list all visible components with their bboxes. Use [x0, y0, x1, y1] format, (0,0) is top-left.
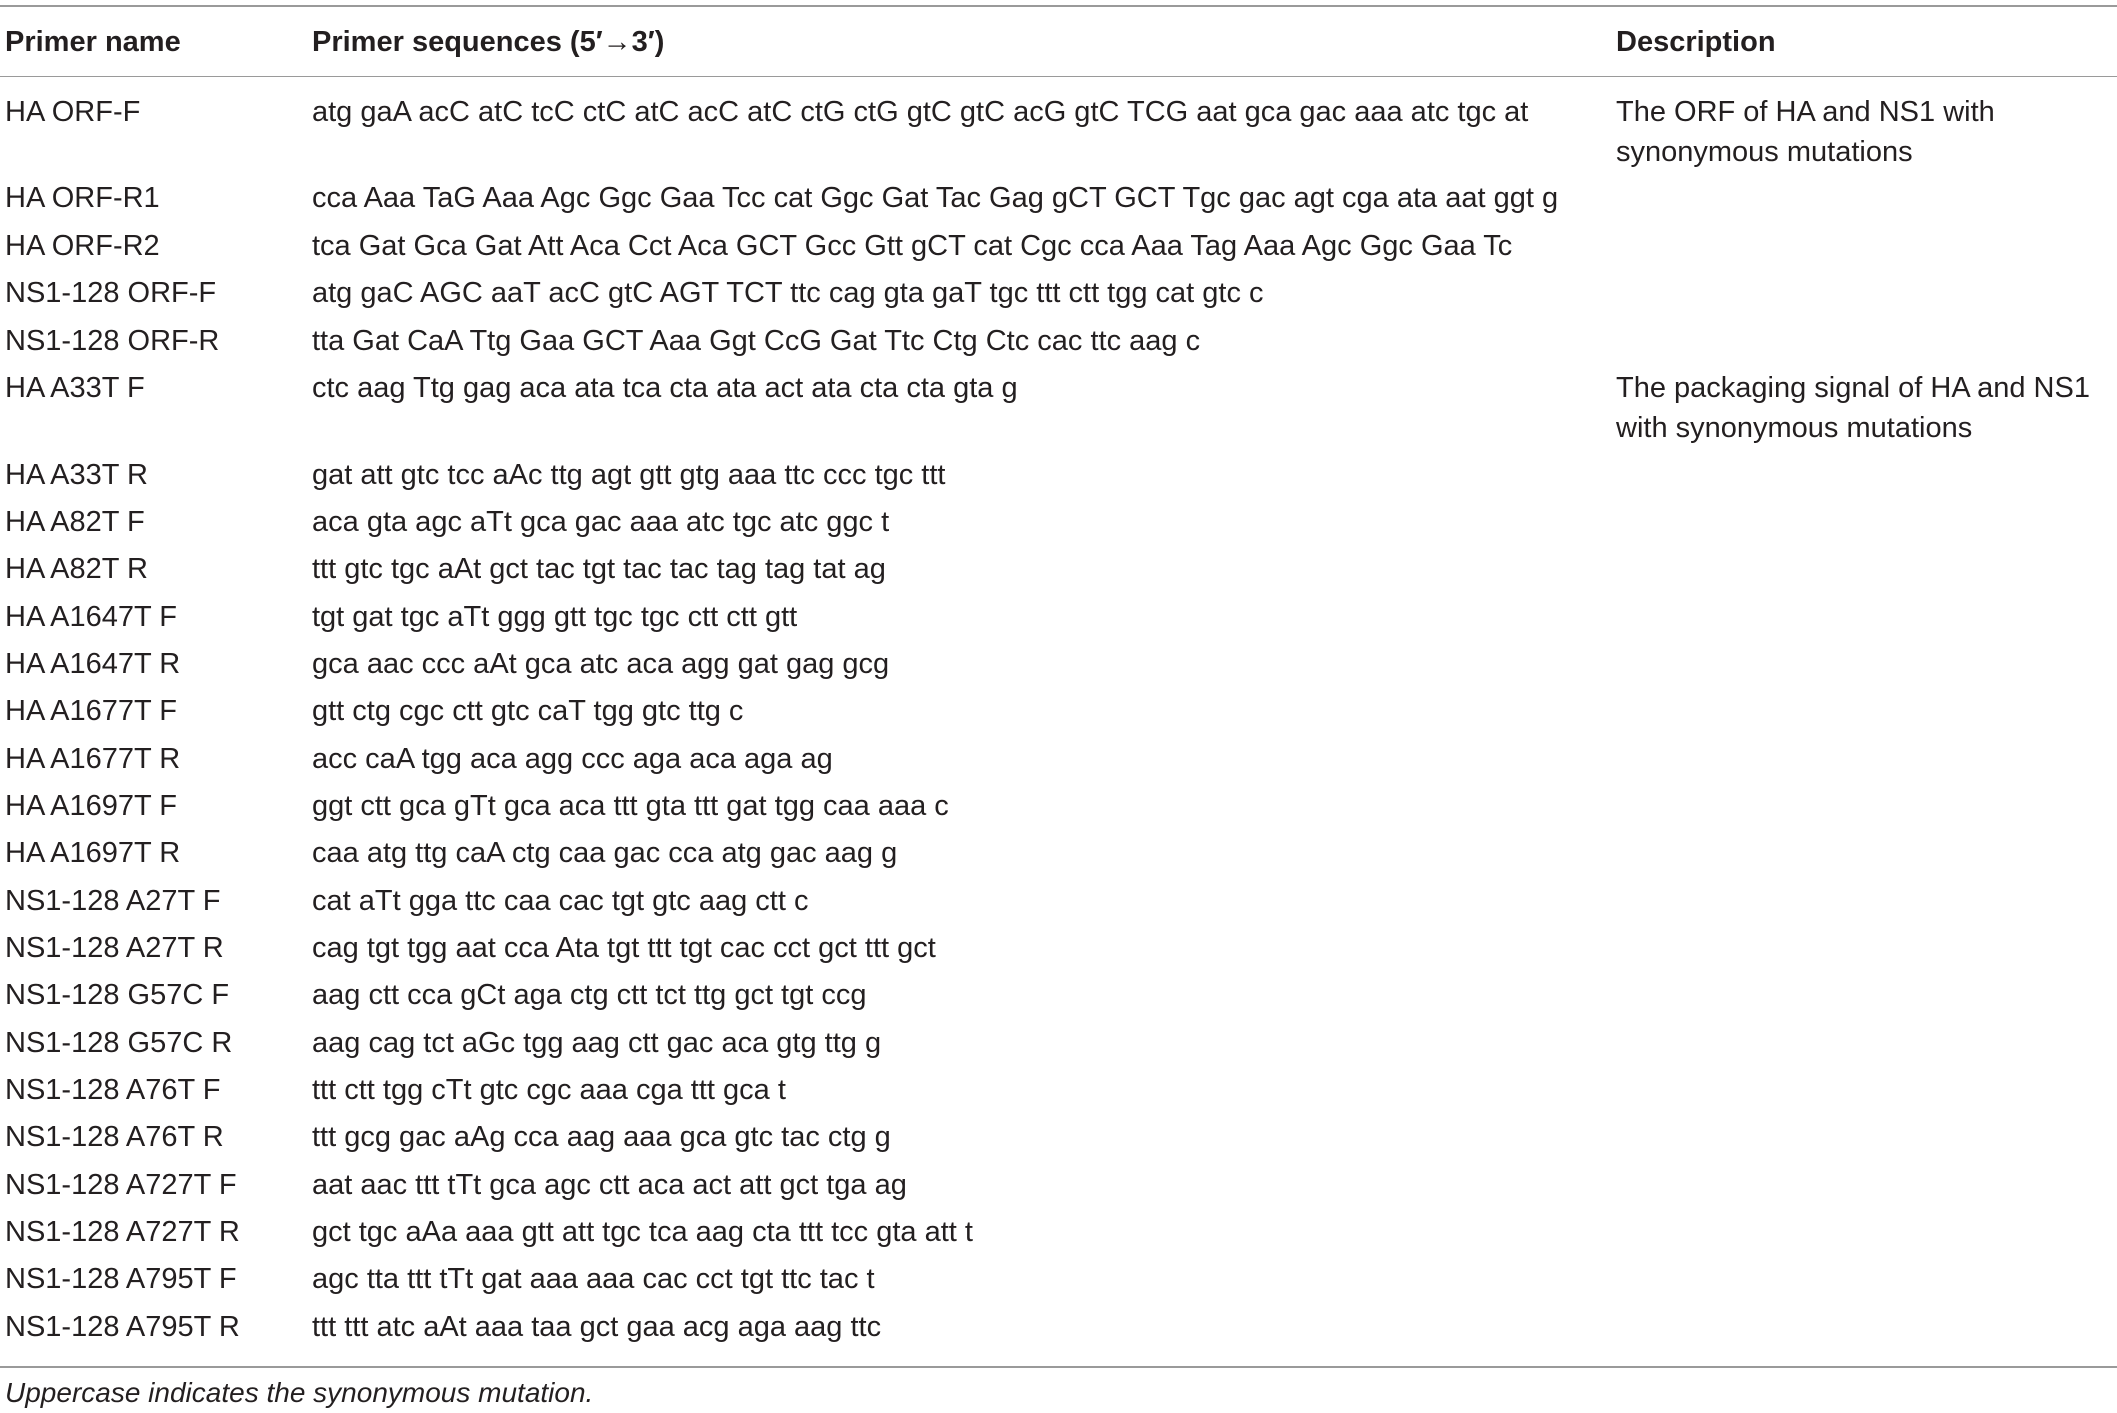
primer-name-cell: NS1-128 A27T R	[5, 932, 224, 964]
description-cell: The packaging signal of HA and NS1 with synonymous mutations	[1616, 372, 2090, 444]
primer-sequence-cell: gct tgc aAa aaa gtt att tgc tca aag cta ttt tcc gta att t	[312, 1216, 973, 1248]
table-top-rule	[0, 5, 2117, 7]
primer-name-cell: HA A1677T F	[5, 695, 177, 727]
primer-sequence-cell: tta Gat CaA Ttg Gaa GCT Aaa Ggt CcG Gat Ttc Ctg Ctc cac ttc aag c	[312, 325, 1201, 357]
header-primer-sequences: Primer sequences (5′→3′)	[312, 26, 665, 58]
primer-sequence-cell: gtt ctg cgc ctt gtc caT tgg gtc ttg c	[312, 695, 744, 727]
table-footnote: Uppercase indicates the synonymous mutation.	[5, 1377, 594, 1408]
primer-sequence-cell: cca Aaa TaG Aaa Agc Ggc Gaa Tcc cat Ggc Gat Tac Gag gCT GCT Tgc gac agt cga ata aat ggt g	[312, 182, 1559, 214]
primer-sequence-cell: aag ctt cca gCt aga ctg ctt tct ttg gct tgt ccg	[312, 979, 867, 1011]
primer-name-cell: HA A1697T R	[5, 837, 181, 869]
primer-sequence-cell: aat aac ttt tTt gca agc ctt aca act att gct tga ag	[312, 1169, 907, 1201]
primer-name-cell: HA A82T R	[5, 553, 148, 585]
primer-sequence-cell: tgt gat tgc aTt ggg gtt tgc tgc ctt ctt gtt	[312, 601, 798, 633]
primer-name-cell: NS1-128 ORF-F	[5, 277, 217, 309]
primer-name-cell: HA A1677T R	[5, 743, 181, 775]
primer-name-cell: NS1-128 A76T R	[5, 1121, 224, 1153]
primer-sequence-cell: acc caA tgg aca agg ccc aga aca aga ag	[312, 743, 833, 775]
table-bottom-rule	[0, 1366, 2117, 1368]
primer-sequence-cell: cat aTt gga ttc caa cac tgt gtc aag ctt c	[312, 885, 809, 917]
primer-sequence-cell: caa atg ttg caA ctg caa gac cca atg gac aag g	[312, 837, 898, 869]
primer-name-cell: NS1-128 A727T F	[5, 1169, 237, 1201]
primer-name-cell: NS1-128 A727T R	[5, 1216, 240, 1248]
primer-name-cell: HA A1697T F	[5, 790, 177, 822]
primer-name-cell: NS1-128 A795T F	[5, 1263, 237, 1295]
primer-sequence-cell: aag cag tct aGc tgg aag ctt gac aca gtg ttg g	[312, 1027, 882, 1059]
primer-name-cell: NS1-128 A76T F	[5, 1074, 221, 1106]
primer-name-cell: HA ORF-R2	[5, 230, 160, 262]
header-primer-name: Primer name	[5, 26, 181, 58]
primer-sequence-cell: ttt ttt atc aAt aaa taa gct gaa acg aga aag ttc	[312, 1311, 882, 1343]
primer-sequence-cell: cag tgt tgg aat cca Ata tgt ttt tgt cac cct gct ttt gct	[312, 932, 936, 964]
primer-sequence-cell: ctc aag Ttg gag aca ata tca cta ata act ata cta cta gta g	[312, 372, 1018, 404]
table-header-rule	[0, 76, 2117, 77]
primer-name-cell: NS1-128 ORF-R	[5, 325, 220, 357]
primer-sequence-cell: gca aac ccc aAt gca atc aca agg gat gag gcg	[312, 648, 890, 680]
primer-sequence-cell: ttt gtc tgc aAt gct tac tgt tac tac tag tag tat ag	[312, 553, 886, 585]
primer-sequence-cell: ttt ctt tgg cTt gtc cgc aaa cga ttt gca t	[312, 1074, 786, 1106]
primer-sequence-cell: aca gta agc aTt gca gac aaa atc tgc atc ggc t	[312, 506, 890, 538]
table-header-row	[0, 22, 2117, 62]
primer-name-cell: NS1-128 A27T F	[5, 885, 221, 917]
primer-name-cell: HA ORF-F	[5, 96, 141, 128]
primer-sequence-cell: agc tta ttt tTt gat aaa aaa cac cct tgt ttc tac t	[312, 1263, 875, 1295]
primer-sequence-cell: ggt ctt gca gTt gca aca ttt gta ttt gat tgg caa aaa c	[312, 790, 949, 822]
primer-name-cell: NS1-128 G57C R	[5, 1027, 233, 1059]
description-cell: The ORF of HA and NS1 with synonymous mutations	[1616, 96, 1995, 168]
primer-sequence-cell: atg gaC AGC aaT acC gtC AGT TCT ttc cag gta gaT tgc ttt ctt tgg cat gtc c	[312, 277, 1264, 309]
primer-name-cell: HA A1647T R	[5, 648, 181, 680]
primer-sequence-cell: tca Gat Gca Gat Att Aca Cct Aca GCT Gcc Gtt gCT cat Cgc cca Aaa Tag Aaa Agc Ggc Gaa Tc	[312, 230, 1513, 262]
primer-name-cell: NS1-128 G57C F	[5, 979, 230, 1011]
primer-sequence-cell: ttt gcg gac aAg cca aag aaa gca gtc tac ctg g	[312, 1121, 891, 1153]
primer-name-cell: HA A33T F	[5, 372, 145, 404]
primer-name-cell: HA A82T F	[5, 506, 145, 538]
header-description: Description	[1616, 26, 1776, 58]
primer-name-cell: HA A1647T F	[5, 601, 177, 633]
primer-sequence-cell: atg gaA acC atC tcC ctC atC acC atC ctG ctG gtC gtC acG gtC TCG aat gca gac aaa atc tgc at	[312, 96, 1529, 128]
primer-sequence-cell: gat att gtc tcc aAc ttg agt gtt gtg aaa ttc ccc tgc ttt	[312, 459, 946, 491]
primer-name-cell: HA A33T R	[5, 459, 148, 491]
primer-name-cell: NS1-128 A795T R	[5, 1311, 240, 1343]
primer-name-cell: HA ORF-R1	[5, 182, 160, 214]
